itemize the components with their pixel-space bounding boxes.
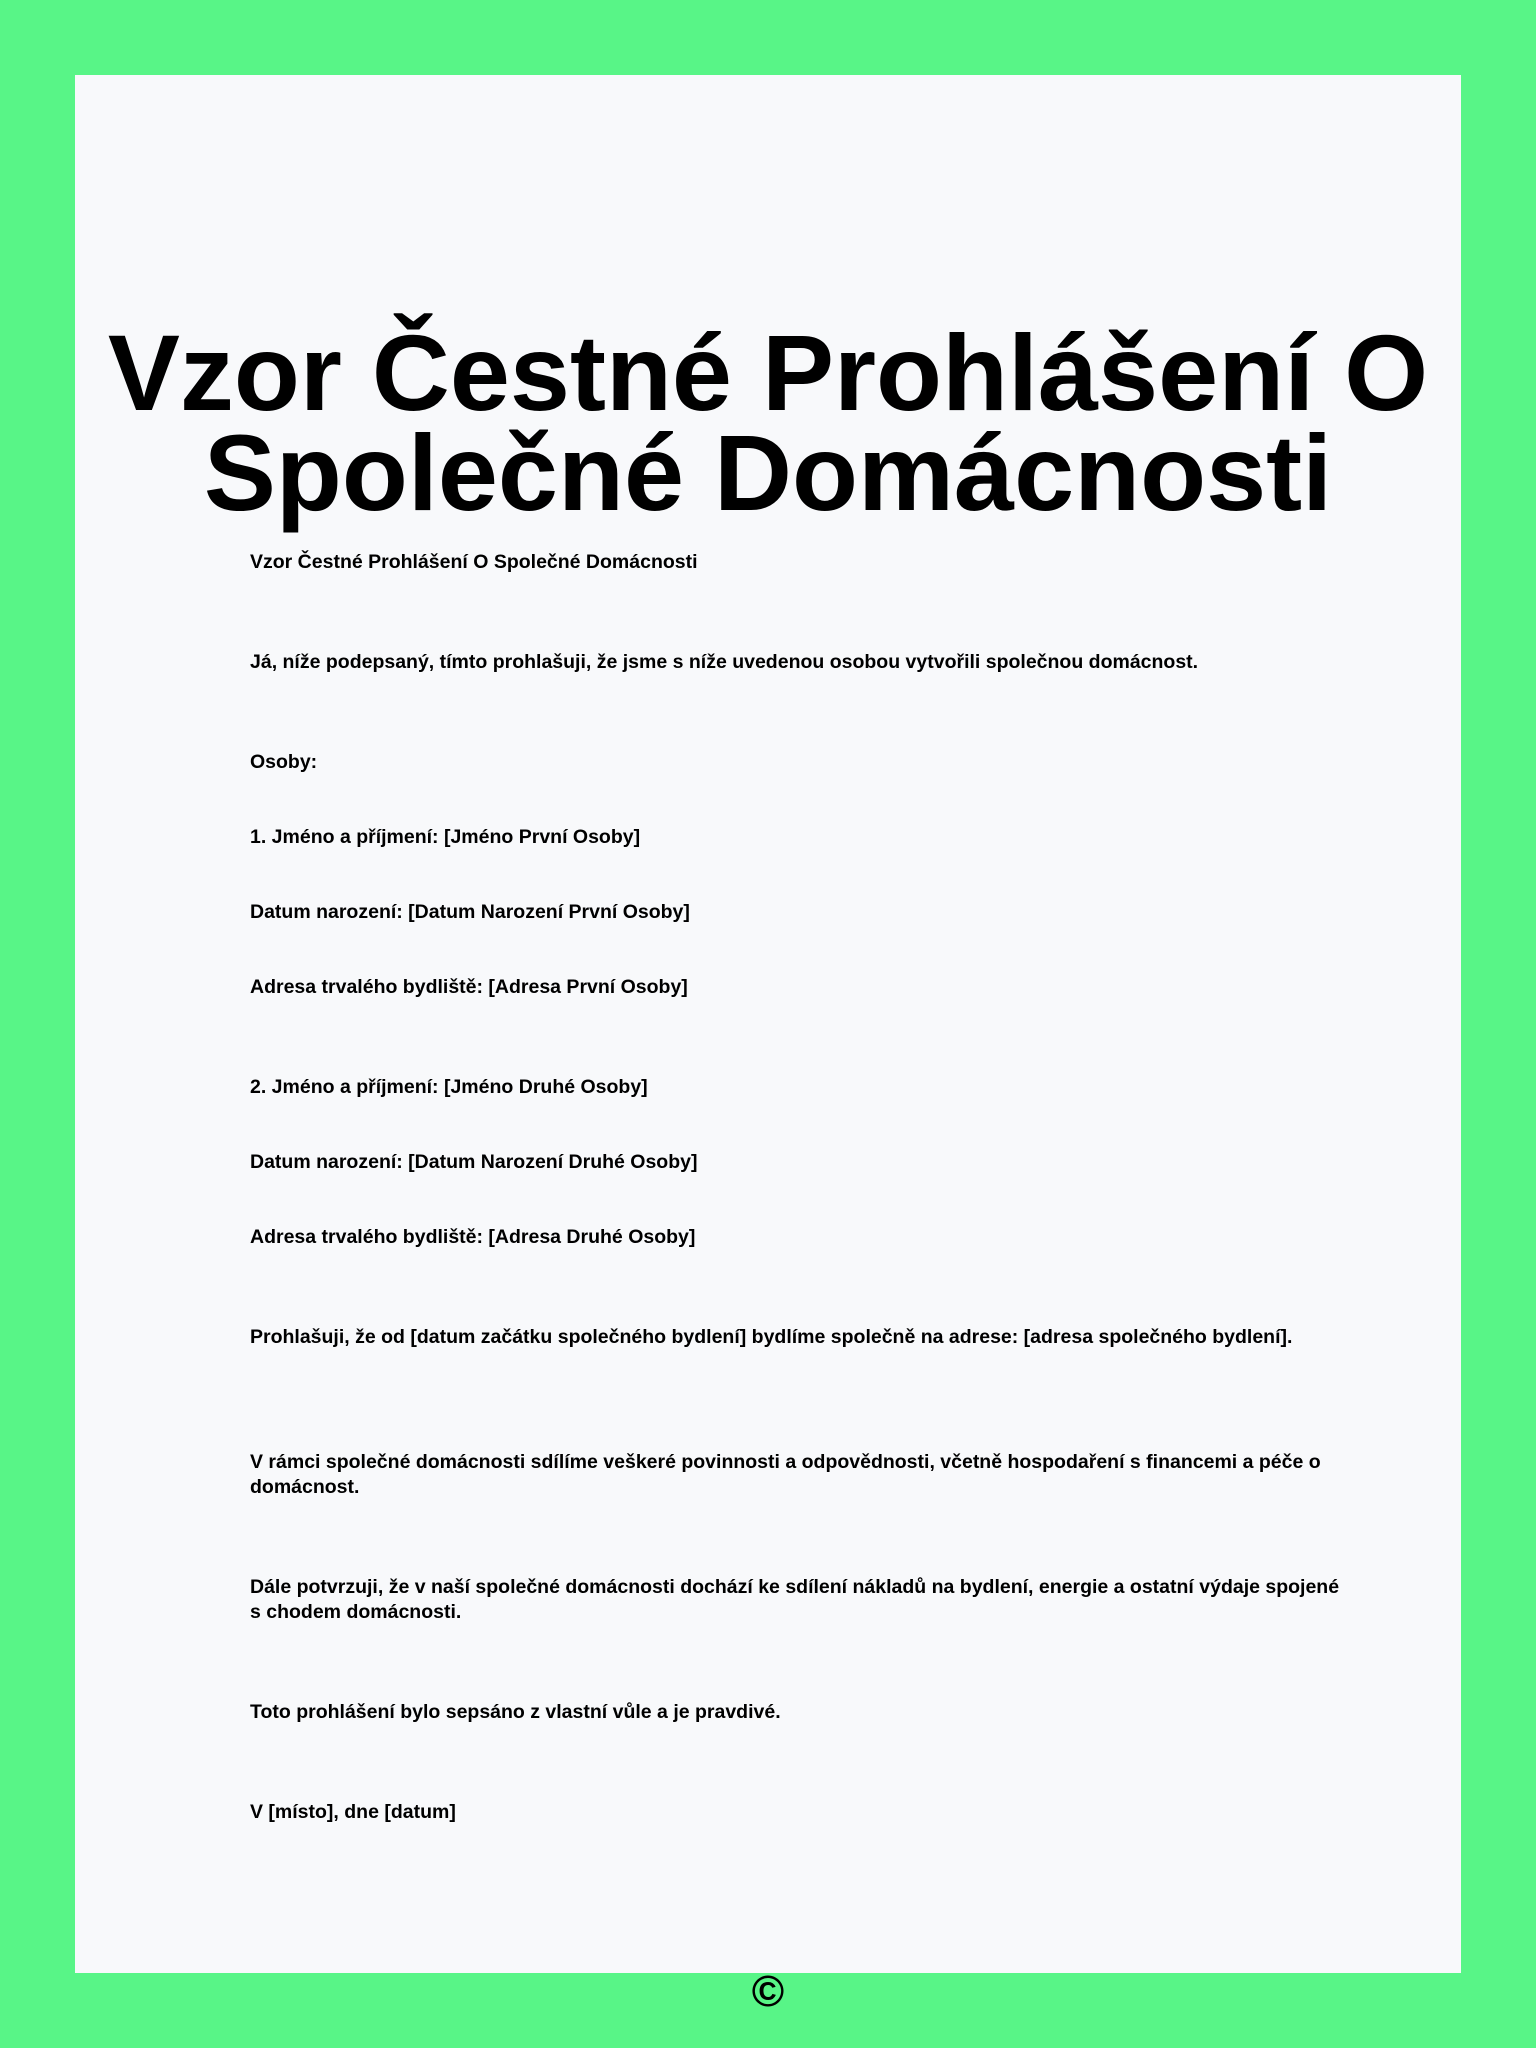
copyright-symbol: © (751, 1967, 785, 2016)
shared-duties-paragraph: V rámci společné domácnosti sdílíme veškeré povinnosti a odpovědnosti, včetně hospodaření s financemi a péče o domácnost. (250, 1451, 1321, 1498)
person1-name: 1. Jméno a příjmení: [Jméno První Osoby] (250, 826, 641, 848)
person1-birth-date: Datum narození: [Datum Narození První Osoby] (250, 901, 690, 923)
intro-paragraph: Já, níže podepsaný, tímto prohlašuji, že jsme s níže uvedenou osobou vytvořili společnou domácnost. (250, 651, 1199, 673)
person2-birth-date: Datum narození: [Datum Narození Druhé Osoby] (250, 1151, 698, 1173)
person2-address: Adresa trvalého bydliště: [Adresa Druhé Osoby] (250, 1226, 696, 1248)
document-heading: Vzor Čestné Prohlášení O Společné Domácnosti (250, 551, 698, 573)
shared-costs-paragraph: Dále potvrzuji, že v naší společné domácnosti dochází ke sdílení nákladů na bydlení, energie a ostatní výdaje spojené s chodem domácnosti. (250, 1576, 1340, 1623)
person2-name: 2. Jméno a příjmení: [Jméno Druhé Osoby] (250, 1076, 648, 1098)
persons-label: Osoby: (250, 751, 318, 773)
document-sheet (75, 75, 1461, 2016)
place-date-line: V [místo], dne [datum] (250, 1801, 456, 1823)
shared-address-paragraph: Prohlašuji, že od [datum začátku společného bydlení] bydlíme společně na adrese: [adresa společného bydlení]. (250, 1326, 1293, 1348)
person1-address: Adresa trvalého bydliště: [Adresa První Osoby] (250, 976, 688, 998)
truth-statement: Toto prohlášení bylo sepsáno z vlastní vůle a je pravdivé. (250, 1701, 781, 1723)
page-title: Vzor Čestné Prohlášení O Společné Domácnosti (107, 312, 1429, 533)
